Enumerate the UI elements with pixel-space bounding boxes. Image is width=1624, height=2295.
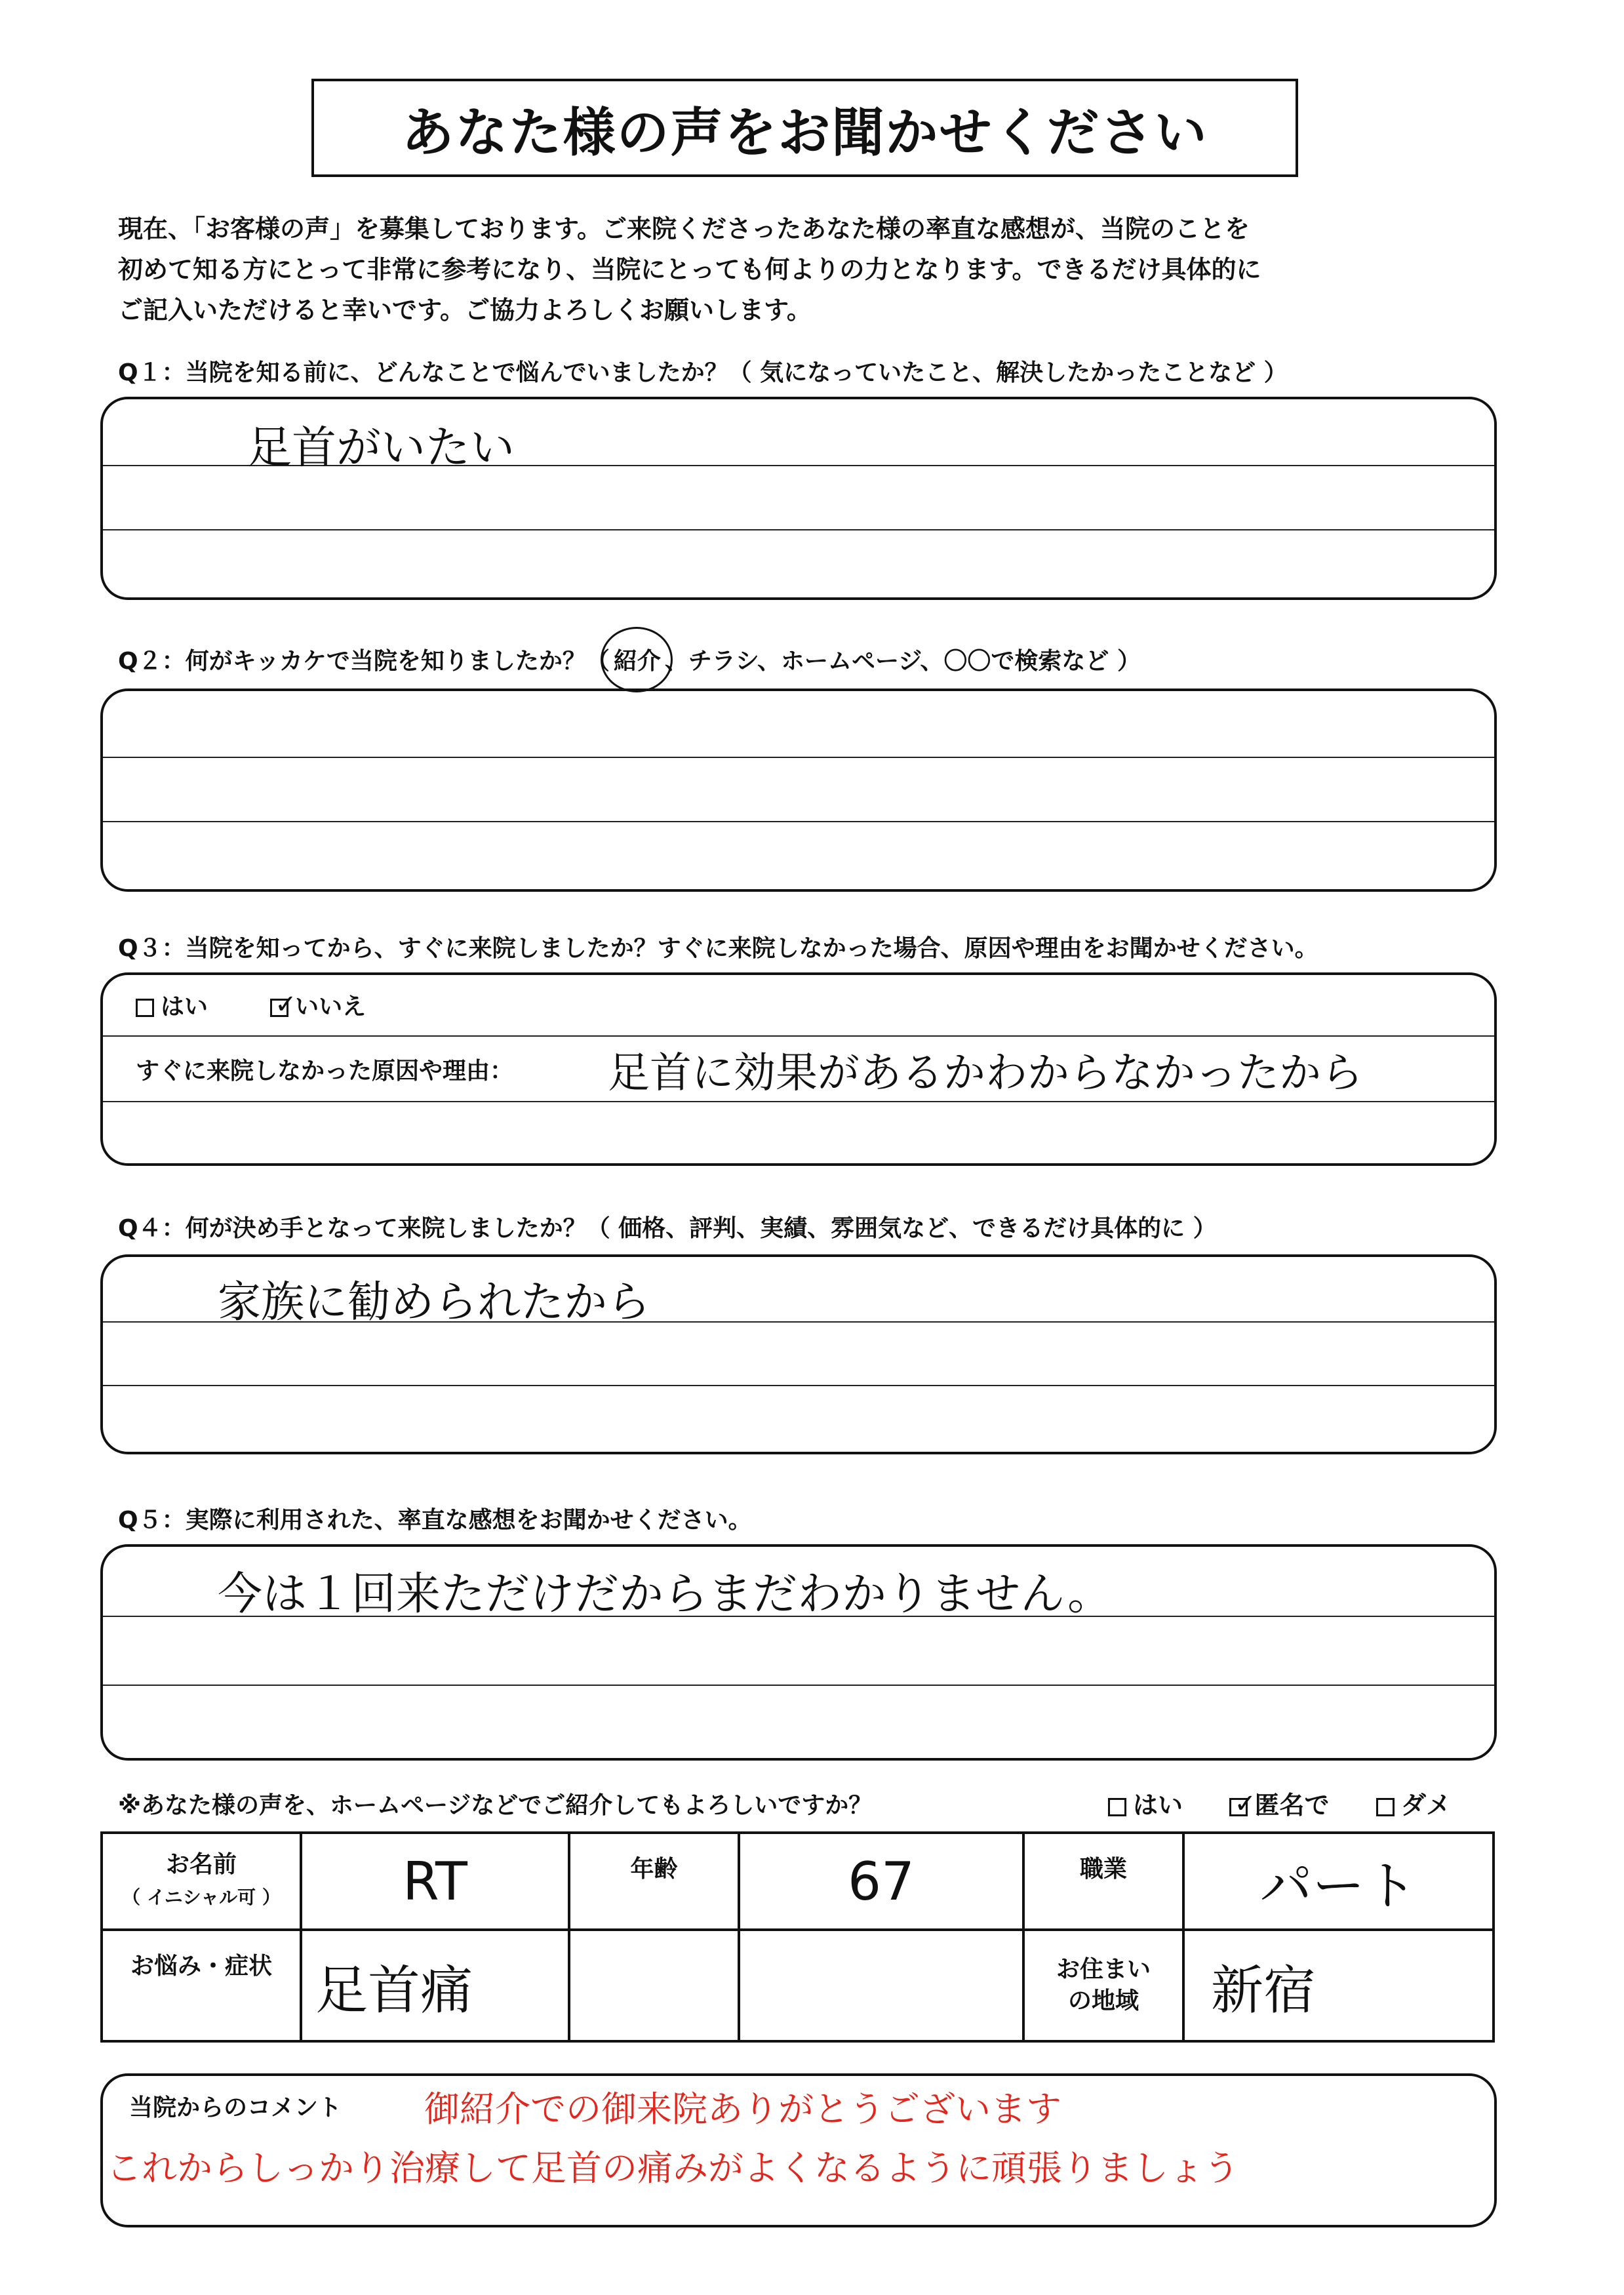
intro-line: 現在、「お客様の声」を募集しております。ご来院くださったあなた様の率直な感想が、当院のことを xyxy=(118,214,1250,243)
q2-option-referral xyxy=(610,643,665,676)
q3-reason: 足首に効果があるかわからなかったから xyxy=(608,1049,1363,1098)
q1-answer: 足首がいたい xyxy=(247,422,515,474)
age-label: 年齢 xyxy=(569,1833,739,1930)
q4-answer-box[interactable] xyxy=(100,1254,1497,1454)
q2-circled-option: 紹介 xyxy=(613,648,661,675)
comment-box xyxy=(100,2073,1497,2227)
q2-question-prefix: Q２：何がキッカケで当院を知りましたか？（ xyxy=(118,648,610,675)
q3-question: Q３：当院を知ってから、すぐに来院しましたか？すぐに来院しなかった場合、原因や理由をお聞かせください。 xyxy=(118,935,1318,962)
answer-line xyxy=(103,1101,1494,1102)
empty-cell xyxy=(569,1930,739,2041)
page-title: あなた様の声をお聞かせください xyxy=(311,79,1298,177)
consent-option-yes[interactable] xyxy=(1108,1791,1183,1820)
consent-option-label: はい xyxy=(1133,1791,1183,1820)
job-label: 職業 xyxy=(1023,1833,1183,1930)
comment-line-2: これからしっかり治療して足首の痛みがよくなるように頑張りましょう xyxy=(106,2147,1239,2189)
checkbox-checked-icon[interactable] xyxy=(270,989,297,1020)
checkmark-icon: ✓ xyxy=(275,989,297,1020)
consent-option-no[interactable] xyxy=(1376,1791,1451,1820)
comment-line-1: 御紹介での御来院ありがとうございます xyxy=(424,2088,1061,2130)
consent-option-label: 匿名で xyxy=(1254,1791,1330,1820)
consent-question: ※あなた様の声を、ホームページなどでご紹介してもよろしいですか？ xyxy=(118,1792,873,1819)
checkbox-checked-icon[interactable] xyxy=(1229,1788,1256,1819)
name-value[interactable]: RT xyxy=(301,1833,569,1930)
q4-answer: 家族に勧められたから xyxy=(218,1277,650,1327)
q1-question: Q１：当院を知る前に、どんなことで悩んでいましたか？（ 気になっていたこと、解決したかったことなど ） xyxy=(118,359,1288,386)
q5-answer-box[interactable] xyxy=(100,1544,1497,1761)
answer-line xyxy=(103,1385,1494,1386)
q2-answer-box[interactable] xyxy=(100,688,1497,892)
checkbox-icon[interactable] xyxy=(1108,1798,1126,1816)
job-value[interactable]: パート xyxy=(1183,1833,1494,1930)
consent-options xyxy=(1108,1785,1451,1821)
intro-line: 初めて知る方にとって非常に参考になり、当院にとっても何よりの力となります。できるだけ具体的に xyxy=(118,255,1261,284)
q2-question xyxy=(118,643,1141,676)
symptom-label: お悩み・症状 xyxy=(102,1930,301,2041)
consent-option-anonymous[interactable] xyxy=(1229,1788,1330,1820)
intro-text xyxy=(118,209,1528,330)
q3-option-no[interactable] xyxy=(270,989,366,1020)
q5-question: Q５：実際に利用された、率直な感想をお聞かせください。 xyxy=(118,1507,752,1534)
answer-line xyxy=(103,1035,1494,1037)
checkmark-icon: ✓ xyxy=(1234,1788,1256,1819)
q3-options xyxy=(136,988,366,1022)
answer-line xyxy=(103,1685,1494,1686)
answer-line xyxy=(103,757,1494,758)
area-label-cell xyxy=(1023,1930,1183,2041)
q3-option-yes[interactable] xyxy=(136,993,208,1020)
q3-option-yes-label: はい xyxy=(161,993,208,1020)
age-value[interactable]: 67 xyxy=(739,1833,1023,1930)
name-label-cell xyxy=(102,1833,301,1930)
q3-reason-label: すぐに来院しなかった原因や理由： xyxy=(136,1058,514,1085)
q3-option-no-label: いいえ xyxy=(295,993,366,1020)
name-label: お名前 xyxy=(165,1851,237,1878)
checkbox-icon[interactable] xyxy=(136,999,154,1017)
answer-line xyxy=(103,529,1494,530)
q3-answer-box xyxy=(100,972,1497,1166)
q5-answer: 今は１回来ただけだからまだわかりません。 xyxy=(218,1568,1113,1620)
comment-label: 当院からのコメント xyxy=(129,2094,342,2121)
area-label: お住まい xyxy=(1056,1956,1151,1983)
q2-question-suffix: 、チラシ、ホームページ、〇〇で検索など ） xyxy=(664,648,1141,675)
q1-answer-box[interactable] xyxy=(100,397,1497,600)
consent-option-label: ダメ xyxy=(1400,1791,1451,1820)
empty-cell xyxy=(739,1930,1023,2041)
symptom-value[interactable]: 足首痛 xyxy=(301,1930,569,2041)
selection-circle xyxy=(601,627,673,692)
q4-question: Q４：何が決め手となって来院しましたか？（ 価格、評判、実績、雰囲気など、できるだけ具体的に ） xyxy=(118,1215,1217,1242)
info-table xyxy=(100,1831,1495,2043)
answer-line xyxy=(103,821,1494,822)
area-value[interactable]: 新宿 xyxy=(1183,1930,1494,2041)
name-sublabel: （ イニシャル可 ） xyxy=(122,1886,281,1908)
checkbox-icon[interactable] xyxy=(1376,1798,1395,1816)
area-label: の地域 xyxy=(1067,1987,1139,2014)
intro-line: ご記入いただけると幸いです。ご協力よろしくお願いします。 xyxy=(118,296,812,325)
